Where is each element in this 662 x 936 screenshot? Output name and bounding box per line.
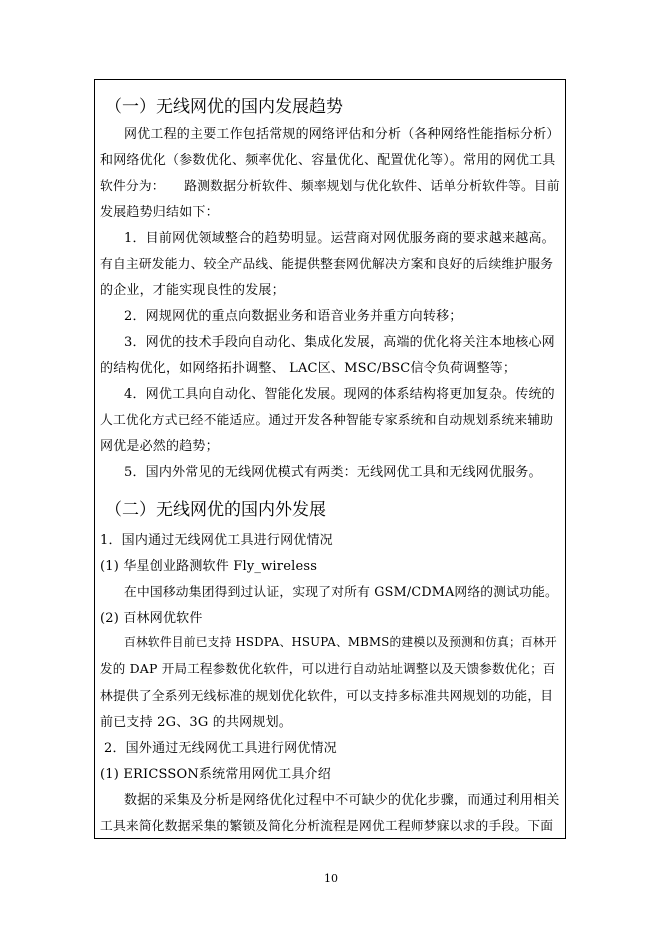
paragraph-line: (2) 百林网优软件 <box>100 611 203 626</box>
paragraph-line: (1) 华星创业路测软件 Fly_wireless <box>100 559 318 574</box>
paragraph-line: 有自主研发能力、较全产品线、能提供整套网优解决方案和良好的后续维护服务 <box>100 257 554 272</box>
paragraph-line: 工具来简化数据采集的繁锁及简化分析流程是网优工程师梦寐以求的手段。下面 <box>100 819 554 834</box>
paragraph-line: 5．国内外常见的无线网优模式有两类：无线网优工具和无线网优服务。 <box>124 465 542 480</box>
paragraph-line: 3．网优的技术手段向自动化、集成化发展，高端的优化将关注本地核心网 <box>124 335 555 350</box>
paragraph-line: 林提供了全系列无线标准的规划优化软件，可以支持多标准共网规划的功能，目 <box>100 689 554 704</box>
page-number: 10 <box>324 872 338 885</box>
paragraph-line: 人工优化方式已经不能适应。通过开发各种智能专家系统和自动规划系统来辅助 <box>100 413 554 428</box>
paragraph-line: 的结构优化，如网络拓扑调整、 LAC区、MSC/BSC信令负荷调整等； <box>100 361 517 376</box>
paragraph-line: 在中国移动集团得到过认证，实现了对所有 GSM/CDMA网络的测试功能。 <box>124 585 559 600</box>
paragraph-line: 发展趋势归结如下： <box>100 205 219 220</box>
paragraph-line: 软件分为： 路测数据分析软件、频率规划与优化软件、话单分析软件等。目前 <box>100 179 560 194</box>
paragraph-line: 数据的采集及分析是网络优化过程中不可缺少的优化步骤，而通过利用相关 <box>124 793 560 808</box>
paragraph-line: 前已支持 2G、3G 的共网规划。 <box>100 715 292 730</box>
content-frame <box>94 79 566 839</box>
paragraph-line: 的企业，才能实现良性的发展； <box>100 283 285 298</box>
paragraph-line: 4．网优工具向自动化、智能化发展。现网的体系结构将更加复杂。传统的 <box>124 387 555 402</box>
paragraph-line: 网优工程的主要工作包括常规的网络评估和分析（各种网络性能指标分析） <box>124 127 560 142</box>
paragraph-line: 1．目前网优领域整合的趋势明显。运营商对网优服务商的要求越来越高。 <box>124 231 555 246</box>
paragraph-line: 网优是必然的趋势； <box>100 439 219 454</box>
paragraph-line: 2．国外通过无线网优工具进行网优情况 <box>104 741 337 756</box>
section-heading-2: （二）无线网优的国内外发展 <box>105 500 326 520</box>
paragraph-line: 和网络优化（参数优化、频率优化、容量优化、配置优化等）。常用的网优工具 <box>100 153 556 168</box>
paragraph-line: 2．网规网优的重点向数据业务和语音业务并重方向转移； <box>124 309 463 324</box>
paragraph-line: (1) ERICSSON系统常用网优工具介绍 <box>100 767 331 782</box>
paragraph-line: 1．国内通过无线网优工具进行网优情况 <box>100 533 333 548</box>
paragraph-line: 百林软件目前已支持 HSDPA、HSUPA、MBMS的建模以及预测和仿真；百林开 <box>124 635 557 649</box>
paragraph-line: 发的 DAP 开局工程参数优化软件，可以进行自动站址调整以及天馈参数优化；百 <box>100 661 556 676</box>
section-heading-1: （一）无线网优的国内发展趋势 <box>105 97 343 117</box>
